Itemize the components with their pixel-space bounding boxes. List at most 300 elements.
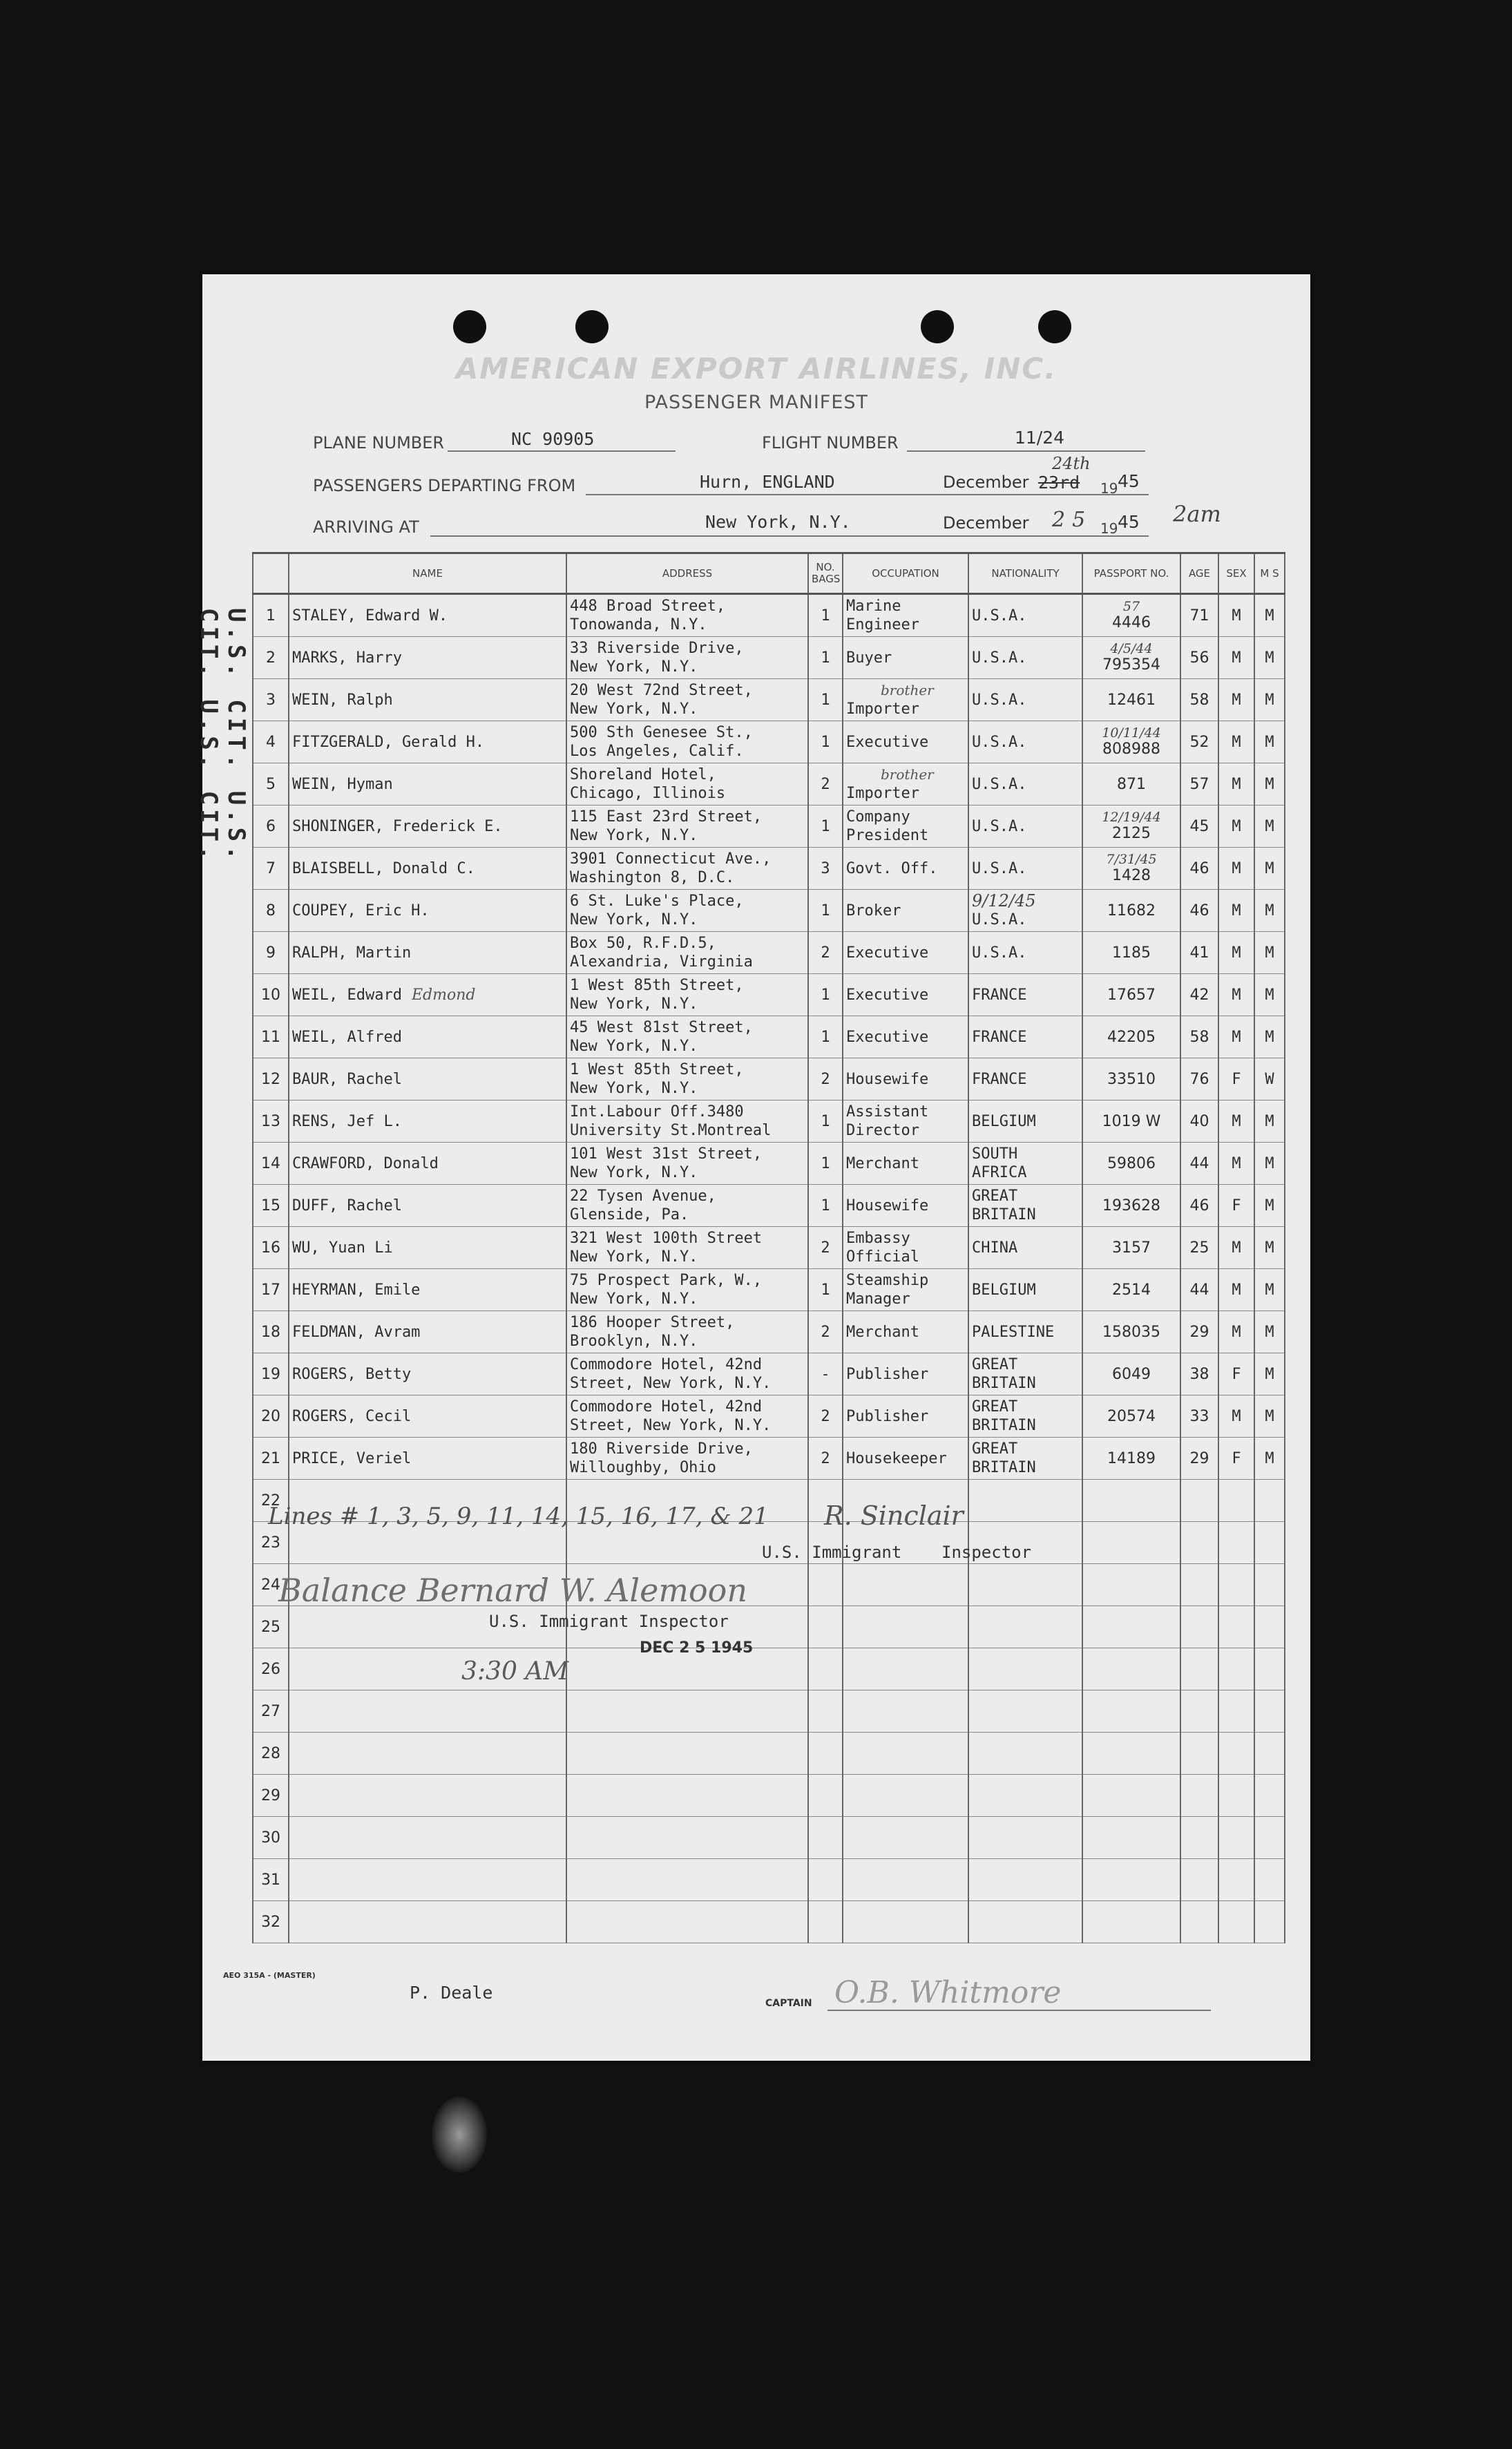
address-line-2: Washington 8, D.C. xyxy=(570,869,735,886)
passport-number xyxy=(1082,1227,1180,1269)
empty-cell xyxy=(1218,1522,1254,1564)
bag-count: 2 xyxy=(808,1227,843,1269)
bag-count: 1 xyxy=(808,721,843,763)
depart-year-prefix: 19 xyxy=(1100,480,1118,497)
empty-cell xyxy=(1082,1901,1180,1943)
marital-status: W xyxy=(1254,1058,1285,1100)
occupation xyxy=(843,806,968,848)
row-number: 19 xyxy=(253,1353,289,1395)
occupation xyxy=(843,848,968,890)
occupation xyxy=(843,721,968,763)
empty-cell xyxy=(1218,1690,1254,1733)
punch-hole xyxy=(453,310,486,343)
sex: F xyxy=(1218,1353,1254,1395)
nationality-line-2: CHINA xyxy=(972,1239,1018,1257)
passport-number xyxy=(1082,1100,1180,1143)
empty-cell xyxy=(566,1817,808,1859)
table-row xyxy=(253,763,1285,806)
nationality xyxy=(968,1100,1082,1143)
address-line-1: 22 Tysen Avenue, xyxy=(570,1188,716,1205)
marital-status: M xyxy=(1254,806,1285,848)
occupation-line-2: Publisher xyxy=(846,1407,929,1425)
col-address: ADDRESS xyxy=(566,553,808,594)
row-number: 28 xyxy=(253,1733,289,1775)
col-bags: NO. BAGS xyxy=(808,553,843,594)
departing-from-value: Hurn, ENGLAND xyxy=(700,472,835,492)
row-number: 7 xyxy=(253,848,289,890)
occupation xyxy=(843,1311,968,1353)
passport-number xyxy=(1082,1016,1180,1058)
age: 71 xyxy=(1180,594,1218,637)
arrive-month: December xyxy=(943,513,1029,533)
sex: M xyxy=(1218,932,1254,974)
bag-count: 1 xyxy=(808,806,843,848)
occupation xyxy=(843,763,968,806)
occupation-line-2: Housewife xyxy=(846,1070,929,1088)
occupation xyxy=(843,1269,968,1311)
passenger-address xyxy=(566,1353,808,1395)
empty-cell xyxy=(1254,1564,1285,1606)
empty-cell xyxy=(968,1648,1082,1690)
sex: M xyxy=(1218,763,1254,806)
address-line-1: 186 Hooper Street, xyxy=(570,1314,735,1331)
nationality-line-2: FRANCE xyxy=(972,986,1027,1004)
table-row xyxy=(253,806,1285,848)
empty-cell xyxy=(1218,1648,1254,1690)
marital-status: M xyxy=(1254,890,1285,932)
empty-cell xyxy=(1180,1901,1218,1943)
nationality xyxy=(968,806,1082,848)
passenger-name xyxy=(289,1143,566,1185)
marital-status: M xyxy=(1254,637,1285,679)
passport-number xyxy=(1082,848,1180,890)
empty-cell xyxy=(1082,1690,1180,1733)
age: 41 xyxy=(1180,932,1218,974)
arriving-at-value: New York, N.Y. xyxy=(705,512,851,532)
passport-value: 1428 xyxy=(1112,866,1151,884)
occupation-line-1: Assistant xyxy=(846,1103,929,1121)
address-line-1: 1 West 85th Street, xyxy=(570,977,744,994)
table-row xyxy=(253,721,1285,763)
empty-cell xyxy=(843,1733,968,1775)
marital-status: M xyxy=(1254,763,1285,806)
empty-cell xyxy=(289,1690,566,1733)
address-line-1: 115 East 23rd Street, xyxy=(570,808,763,826)
age: 58 xyxy=(1180,1016,1218,1058)
row-number: 21 xyxy=(253,1438,289,1480)
age: 44 xyxy=(1180,1269,1218,1311)
light-glare xyxy=(432,2097,487,2173)
empty-cell xyxy=(808,1901,843,1943)
empty-cell xyxy=(843,1817,968,1859)
occupation xyxy=(843,1058,968,1100)
empty-row xyxy=(253,1733,1285,1775)
nationality-line-1: SOUTH xyxy=(972,1145,1018,1163)
nationality xyxy=(968,1269,1082,1311)
table-row xyxy=(253,848,1285,890)
row-number: 24 xyxy=(253,1564,289,1606)
col-nationality: NATIONALITY xyxy=(968,553,1082,594)
col-sex: SEX xyxy=(1218,553,1254,594)
nationality-line-2: U.S.A. xyxy=(972,691,1027,709)
arrive-time: 2am xyxy=(1173,501,1221,527)
passenger-table xyxy=(252,552,1285,1943)
passport-value: 2514 xyxy=(1112,1281,1151,1299)
passenger-name xyxy=(289,594,566,637)
age: 46 xyxy=(1180,1185,1218,1227)
nationality xyxy=(968,974,1082,1016)
empty-row xyxy=(253,1690,1285,1733)
occupation xyxy=(843,1185,968,1227)
row-number: 3 xyxy=(253,679,289,721)
occupation-line-2: Executive xyxy=(846,944,929,962)
nationality-line-2: PALESTINE xyxy=(972,1323,1055,1341)
empty-row xyxy=(253,1606,1285,1648)
nationality xyxy=(968,1185,1082,1227)
occupation-line-2: Publisher xyxy=(846,1365,929,1383)
passport-value: 12461 xyxy=(1107,691,1156,709)
passenger-address xyxy=(566,594,808,637)
passenger-name-text: HEYRMAN, Emile xyxy=(292,1281,421,1299)
passenger-address xyxy=(566,974,808,1016)
table-row xyxy=(253,890,1285,932)
sex: M xyxy=(1218,721,1254,763)
inspector-title-1b: Inspector xyxy=(941,1543,1032,1562)
empty-cell xyxy=(1218,1480,1254,1522)
occupation-line-2: Housekeeper xyxy=(846,1449,947,1467)
bag-count: 1 xyxy=(808,594,843,637)
occupation xyxy=(843,1227,968,1269)
passenger-name-text: RALPH, Martin xyxy=(292,944,412,962)
citizenship-stamp: U.S. CIT. U.S. CIT. U.S. CIT. xyxy=(195,608,250,864)
nationality xyxy=(968,1311,1082,1353)
passenger-name-text: ROGERS, Betty xyxy=(292,1365,412,1383)
bag-count: 1 xyxy=(808,974,843,1016)
marital-status: M xyxy=(1254,1311,1285,1353)
occupation xyxy=(843,974,968,1016)
passenger-address xyxy=(566,1227,808,1269)
marital-status: M xyxy=(1254,1269,1285,1311)
bag-count: 2 xyxy=(808,1395,843,1438)
empty-row xyxy=(253,1775,1285,1817)
bag-count: 1 xyxy=(808,1100,843,1143)
address-line-1: 33 Riverside Drive, xyxy=(570,640,744,657)
nationality-line-2: AFRICA xyxy=(972,1164,1027,1181)
arrive-year-prefix: 19 xyxy=(1100,520,1118,537)
passenger-name-text: WEIL, Alfred xyxy=(292,1028,402,1046)
nationality-line-2: BELGIUM xyxy=(972,1112,1036,1130)
empty-cell xyxy=(1082,1859,1180,1901)
passenger-name-text: STALEY, Edward W. xyxy=(292,607,448,625)
passenger-address xyxy=(566,1143,808,1185)
address-line-1: Commodore Hotel, 42nd xyxy=(570,1356,763,1373)
nationality-line-1: GREAT xyxy=(972,1440,1018,1458)
arriving-label: ARRIVING AT xyxy=(313,517,419,537)
nationality-line-2: BRITAIN xyxy=(972,1459,1036,1476)
row-number: 18 xyxy=(253,1311,289,1353)
passenger-address xyxy=(566,679,808,721)
bag-count: 2 xyxy=(808,1438,843,1480)
empty-cell xyxy=(843,1564,968,1606)
passport-value: 4446 xyxy=(1112,613,1151,631)
nationality xyxy=(968,1438,1082,1480)
inspector-title-2: U.S. Immigrant Inspector xyxy=(489,1612,729,1631)
empty-cell xyxy=(566,1901,808,1943)
passenger-name xyxy=(289,679,566,721)
passport-number xyxy=(1082,932,1180,974)
passport-number xyxy=(1082,679,1180,721)
empty-cell xyxy=(1254,1901,1285,1943)
passenger-address xyxy=(566,637,808,679)
empty-cell xyxy=(1254,1859,1285,1901)
passport-value: 3157 xyxy=(1112,1239,1151,1257)
empty-cell xyxy=(1180,1859,1218,1901)
table-row xyxy=(253,1058,1285,1100)
nationality-line-2: U.S.A. xyxy=(972,817,1027,835)
row-number: 5 xyxy=(253,763,289,806)
empty-cell xyxy=(1218,1733,1254,1775)
sex: M xyxy=(1218,1395,1254,1438)
age: 76 xyxy=(1180,1058,1218,1100)
passenger-address xyxy=(566,1438,808,1480)
marital-status: M xyxy=(1254,679,1285,721)
passenger-address xyxy=(566,1311,808,1353)
occupation xyxy=(843,1100,968,1143)
table-row xyxy=(253,974,1285,1016)
marital-status: M xyxy=(1254,848,1285,890)
empty-cell xyxy=(566,1733,808,1775)
passenger-name xyxy=(289,890,566,932)
passport-note: 57 xyxy=(1122,598,1140,614)
passport-value: 1019 W xyxy=(1102,1112,1161,1130)
passport-number xyxy=(1082,1058,1180,1100)
table-header xyxy=(253,553,1285,594)
row-number: 23 xyxy=(253,1522,289,1564)
bag-count: - xyxy=(808,1353,843,1395)
empty-cell xyxy=(968,1775,1082,1817)
marital-status: M xyxy=(1254,1395,1285,1438)
age: 29 xyxy=(1180,1311,1218,1353)
lines-note: Lines # 1, 3, 5, 9, 11, 14, 15, 16, 17, & 21 xyxy=(268,1503,769,1530)
address-line-2: New York, N.Y. xyxy=(570,1164,698,1181)
passport-number xyxy=(1082,594,1180,637)
table-row xyxy=(253,637,1285,679)
age: 25 xyxy=(1180,1227,1218,1269)
empty-cell xyxy=(808,1733,843,1775)
row-number: 15 xyxy=(253,1185,289,1227)
passenger-name xyxy=(289,1395,566,1438)
occupation-line-2: Govt. Off. xyxy=(846,859,938,877)
occupation xyxy=(843,1353,968,1395)
nationality-line-2: FRANCE xyxy=(972,1070,1027,1088)
punch-hole xyxy=(921,310,954,343)
sex: M xyxy=(1218,594,1254,637)
age: 57 xyxy=(1180,763,1218,806)
marital-status: M xyxy=(1254,974,1285,1016)
empty-cell xyxy=(1180,1817,1218,1859)
marital-status: M xyxy=(1254,932,1285,974)
form-code: AEO 315A - (MASTER) xyxy=(223,1971,316,1980)
passport-value: 871 xyxy=(1117,775,1146,793)
passenger-name xyxy=(289,763,566,806)
empty-cell xyxy=(808,1817,843,1859)
age: 58 xyxy=(1180,679,1218,721)
empty-cell xyxy=(1180,1775,1218,1817)
address-line-2: Tonowanda, N.Y. xyxy=(570,616,707,633)
marital-status: M xyxy=(1254,1143,1285,1185)
address-line-2: Chicago, Illinois xyxy=(570,785,726,802)
empty-cell xyxy=(1082,1733,1180,1775)
empty-cell xyxy=(1254,1648,1285,1690)
col-occupation: OCCUPATION xyxy=(843,553,968,594)
date-stamp: DEC 2 5 1945 xyxy=(640,1639,754,1657)
passenger-address xyxy=(566,1100,808,1143)
row-number: 30 xyxy=(253,1817,289,1859)
address-line-1: Box 50, R.F.D.5, xyxy=(570,935,716,952)
inspector-signature-1: R. Sinclair xyxy=(824,1500,964,1531)
row-number: 9 xyxy=(253,932,289,974)
passenger-name-text: BLAISBELL, Donald C. xyxy=(292,859,475,877)
passenger-name xyxy=(289,974,566,1016)
age: 40 xyxy=(1180,1100,1218,1143)
address-line-1: Shoreland Hotel, xyxy=(570,766,716,783)
nationality xyxy=(968,594,1082,637)
occupation xyxy=(843,1438,968,1480)
occupation-line-2: Engineer xyxy=(846,616,919,633)
empty-cell xyxy=(808,1775,843,1817)
nationality xyxy=(968,932,1082,974)
occupation xyxy=(843,890,968,932)
depart-month: December xyxy=(943,473,1029,492)
plane-number-label: PLANE NUMBER xyxy=(313,433,445,452)
passenger-address xyxy=(566,721,808,763)
marital-status: M xyxy=(1254,721,1285,763)
row-number: 10 xyxy=(253,974,289,1016)
table-row xyxy=(253,1353,1285,1395)
passport-value: 17657 xyxy=(1107,986,1156,1004)
table-row xyxy=(253,932,1285,974)
occupation-line-2: Importer xyxy=(846,701,919,718)
age: 44 xyxy=(1180,1143,1218,1185)
empty-cell xyxy=(1180,1564,1218,1606)
nationality xyxy=(968,1016,1082,1058)
passport-note: 12/19/44 xyxy=(1102,809,1161,825)
passenger-name-text: WEIN, Hyman xyxy=(292,775,393,793)
passport-value: 795354 xyxy=(1102,656,1160,674)
occupation xyxy=(843,1395,968,1438)
occupation-line-2: Importer xyxy=(846,785,919,802)
passport-number xyxy=(1082,890,1180,932)
captain-label: CAPTAIN xyxy=(765,1998,812,2009)
company-letterhead: AMERICAN EXPORT AIRLINES, INC. xyxy=(455,352,1058,385)
sex: M xyxy=(1218,848,1254,890)
passport-number xyxy=(1082,1143,1180,1185)
bag-count: 1 xyxy=(808,1016,843,1058)
nationality xyxy=(968,890,1082,932)
passenger-name xyxy=(289,1438,566,1480)
row-number: 1 xyxy=(253,594,289,637)
depart-day-struck: 23rd xyxy=(1038,473,1080,493)
table-row xyxy=(253,1143,1285,1185)
address-line-1: 1 West 85th Street, xyxy=(570,1061,744,1078)
empty-cell xyxy=(1254,1817,1285,1859)
passport-number xyxy=(1082,1438,1180,1480)
empty-cell xyxy=(968,1733,1082,1775)
empty-cell xyxy=(289,1901,566,1943)
sex: M xyxy=(1218,1143,1254,1185)
manifest-sheet xyxy=(195,274,1310,2061)
sex: M xyxy=(1218,1100,1254,1143)
row-number: 14 xyxy=(253,1143,289,1185)
empty-cell xyxy=(968,1480,1082,1522)
empty-cell xyxy=(289,1817,566,1859)
passport-number xyxy=(1082,721,1180,763)
passenger-address xyxy=(566,1058,808,1100)
empty-cell xyxy=(1254,1480,1285,1522)
passport-note: 7/31/45 xyxy=(1106,851,1157,867)
marital-status: M xyxy=(1254,1100,1285,1143)
age: 45 xyxy=(1180,806,1218,848)
empty-cell xyxy=(1218,1564,1254,1606)
occupation-line-2: Housewife xyxy=(846,1197,929,1214)
address-line-1: 20 West 72nd Street, xyxy=(570,682,753,699)
empty-cell xyxy=(808,1859,843,1901)
passport-number xyxy=(1082,763,1180,806)
marital-status: M xyxy=(1254,1185,1285,1227)
nationality-line-2: BRITAIN xyxy=(972,1375,1036,1392)
passenger-name xyxy=(289,1185,566,1227)
occupation-line-1: brother xyxy=(881,766,934,783)
empty-cell xyxy=(1082,1648,1180,1690)
passenger-name xyxy=(289,1269,566,1311)
row-number: 2 xyxy=(253,637,289,679)
empty-cell xyxy=(843,1859,968,1901)
table-row xyxy=(253,1311,1285,1353)
address-line-1: Commodore Hotel, 42nd xyxy=(570,1398,763,1416)
passport-value: 14189 xyxy=(1107,1449,1156,1467)
bag-count: 1 xyxy=(808,1143,843,1185)
depart-day-handwritten: 24th xyxy=(1052,454,1091,473)
address-line-2: Street, New York, N.Y. xyxy=(570,1417,772,1434)
empty-row xyxy=(253,1901,1285,1943)
empty-cell xyxy=(1082,1564,1180,1606)
age: 56 xyxy=(1180,637,1218,679)
address-line-2: Brooklyn, N.Y. xyxy=(570,1333,698,1350)
table-row xyxy=(253,1438,1285,1480)
passport-number xyxy=(1082,974,1180,1016)
passenger-name-text: FELDMAN, Avram xyxy=(292,1323,421,1341)
col-no xyxy=(253,553,289,594)
nationality-line-2: U.S.A. xyxy=(972,944,1027,962)
nationality-line-2: U.S.A. xyxy=(972,859,1027,877)
arrive-day: 25 xyxy=(1052,508,1093,532)
empty-cell xyxy=(1218,1775,1254,1817)
empty-cell xyxy=(1082,1817,1180,1859)
punch-hole xyxy=(575,310,609,343)
sex: M xyxy=(1218,974,1254,1016)
flight-number-line xyxy=(907,450,1145,452)
empty-cell xyxy=(808,1690,843,1733)
empty-cell xyxy=(808,1606,843,1648)
empty-row xyxy=(253,1817,1285,1859)
empty-cell xyxy=(289,1733,566,1775)
passenger-name xyxy=(289,1058,566,1100)
empty-cell xyxy=(1218,1859,1254,1901)
address-line-1: 3901 Connecticut Ave., xyxy=(570,850,772,868)
passenger-name-text: BAUR, Rachel xyxy=(292,1070,402,1088)
nationality xyxy=(968,1353,1082,1395)
occupation-line-1: Embassy xyxy=(846,1230,910,1247)
